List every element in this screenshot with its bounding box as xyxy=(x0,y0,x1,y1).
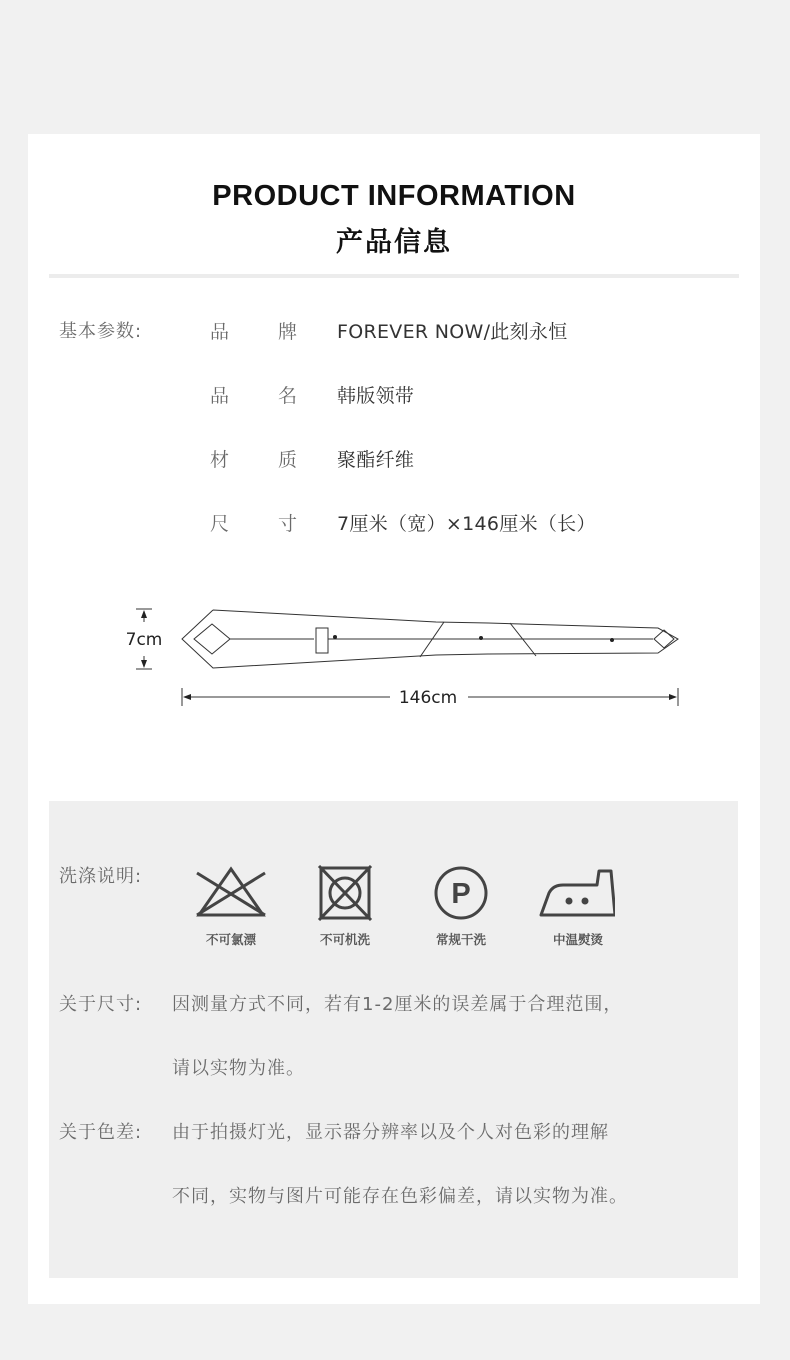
page-title-cn: 产品信息 xyxy=(336,227,452,258)
no-machine-wash-icon xyxy=(307,865,383,921)
width-arrow-down xyxy=(141,660,147,668)
spec-key-char: 寸 xyxy=(278,513,298,535)
spec-row-name xyxy=(210,381,750,411)
no-machine-wash-caption: 不可机洗 xyxy=(319,932,370,947)
tie-dot-1 xyxy=(333,635,337,639)
svg-text:P: P xyxy=(451,878,471,910)
tie-keeper-loop xyxy=(316,628,328,653)
basic-params-label: 基本参数: xyxy=(59,321,143,342)
tie-front-diamond xyxy=(194,624,230,654)
dry-clean-caption: 常规干洗 xyxy=(435,932,486,947)
length-arrow-right xyxy=(669,694,677,700)
color-note-label: 关于色差: xyxy=(59,1122,143,1143)
spec-row-brand xyxy=(210,317,750,347)
spec-key-char: 质 xyxy=(278,449,298,471)
care-notes-panel xyxy=(49,801,738,1278)
spec-key-char: 牌 xyxy=(278,321,298,343)
title-divider xyxy=(49,274,739,278)
no-bleach-caption: 不可氯漂 xyxy=(205,932,256,947)
size-note-label: 关于尺寸: xyxy=(59,994,143,1015)
spec-row-material xyxy=(210,445,750,475)
no-bleach-icon xyxy=(193,865,269,921)
color-note-line1: 由于拍摄灯光，显示器分辨率以及个人对色彩的理解 xyxy=(172,1122,609,1143)
spec-value-name: 韩版领带 xyxy=(337,385,415,407)
spec-value-material: 聚酯纤维 xyxy=(337,449,415,471)
iron-medium-caption: 中温熨烫 xyxy=(552,932,603,947)
page-title-en: PRODUCT INFORMATION xyxy=(212,180,576,212)
tie-dot-3 xyxy=(610,638,614,642)
spec-row-size xyxy=(210,509,750,539)
spec-value-brand: FOREVER NOW/此刻永恒 xyxy=(337,321,568,343)
spec-key-char: 品 xyxy=(210,385,230,407)
dry-clean-icon xyxy=(423,865,499,921)
tie-back-diamond xyxy=(654,630,674,648)
spec-key-char: 品 xyxy=(210,321,230,343)
size-note-line2: 请以实物为准。 xyxy=(172,1058,305,1079)
width-dim-label: 7cm xyxy=(125,630,163,650)
spec-key-char: 尺 xyxy=(210,513,230,535)
color-note-line2: 不同，实物与图片可能存在色彩偏差，请以实物为准。 xyxy=(172,1186,628,1207)
product-info-card xyxy=(28,134,760,1304)
length-arrow-left xyxy=(183,694,191,700)
spec-key-char: 材 xyxy=(210,449,230,471)
width-arrow-up xyxy=(141,610,147,618)
size-note-line1: 因测量方式不同，若有1-2厘米的误差属于合理范围， xyxy=(172,994,623,1015)
iron-medium-icon xyxy=(539,865,615,921)
wash-instructions-label: 洗涤说明: xyxy=(59,866,143,887)
tie-dot-2 xyxy=(479,636,483,640)
spec-key-char: 名 xyxy=(278,385,298,407)
length-dim-label: 146cm xyxy=(398,688,458,708)
spec-value-size: 7厘米（宽）×146厘米（长） xyxy=(337,513,596,535)
tie-size-diagram xyxy=(28,594,760,724)
